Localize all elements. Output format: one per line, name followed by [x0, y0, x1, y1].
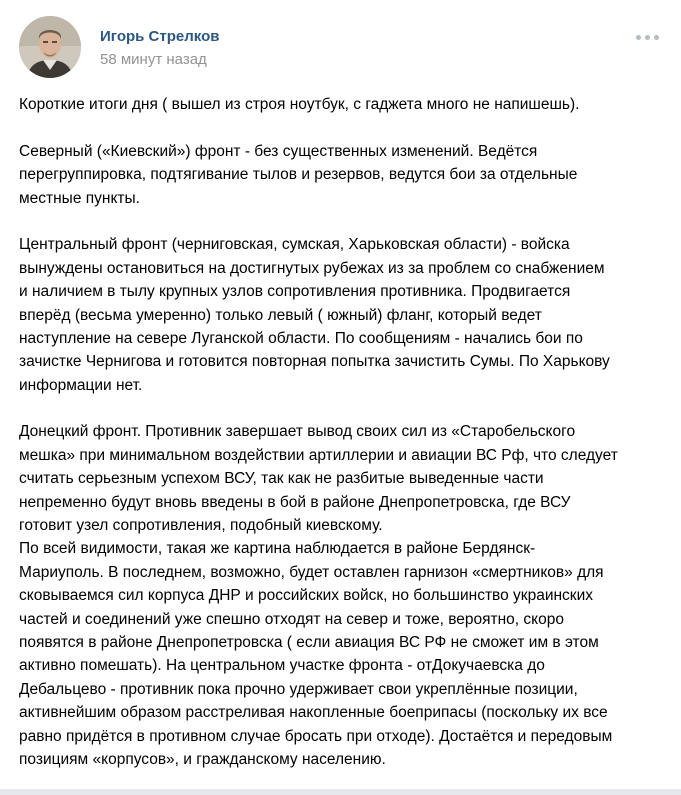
paragraph-gap [19, 210, 664, 233]
post-text-line: По всей видимости, такая же картина наблюдается в районе Бердянск- [19, 540, 536, 558]
dot [645, 35, 650, 40]
post-text-line: активнейшим образом расстреливая накопленные боеприпасы (поскольку их все [19, 704, 608, 722]
post-text-line: позициям «корпусов», и гражданскому населению. [19, 750, 386, 768]
post-text-line: местные пункты. [19, 189, 140, 207]
post-text-line: равно придётся в противном случае бросать при отходе). Достаётся и передовым [19, 727, 613, 745]
post-text-line: Дебальцево - противник пока прочно удерживает свои укреплённые позиции, [19, 680, 578, 698]
post-text-line: зачистке Чернигова и готовится повторная попытка зачистить Сумы. По Харькову [19, 353, 610, 371]
post-text-line: непременно будут вновь введены в бой в районе Днепропетровска, где ВСУ [19, 493, 571, 511]
dot [636, 35, 641, 40]
post-header [19, 16, 661, 80]
post-text-line: и наличием в тылу крупных узлов сопротивления противника. Продвигается [19, 283, 571, 301]
post-text-line: Донецкий фронт. Противник завершает вывод своих сил из «Старобельского [19, 423, 576, 441]
post-text-line: вперёд (весьма умеренно) только левый ( южный) фланг, который ведет [19, 306, 542, 324]
paragraph-gap [19, 397, 664, 420]
post-text-line: наступление на севере Луганской области. По сообщениям - начались бои по [19, 329, 583, 347]
post-text-line: информации нет. [19, 376, 143, 394]
post-text [19, 93, 664, 771]
post-text-line: Центральный фронт (черниговская, сумская, Харьковская области) - войска [19, 236, 570, 254]
post-text-line: Мариуполь. В последнем, возможно, будет оставлен гарнизон «смертников» для [19, 563, 604, 581]
avatar-photo-icon [19, 16, 81, 78]
post-text-line: Короткие итоги дня ( вышел из строя ноутбук, с гаджета много не напишешь). [19, 96, 580, 113]
dot [654, 35, 659, 40]
post-text-line: появятся в районе Днепропетровска ( если авиация ВС РФ не сможет им в этом [19, 633, 599, 651]
avatar[interactable] [19, 16, 81, 78]
post-bottom-divider [0, 789, 681, 795]
post-text-line: частей и соединений уже спешно отходят на север и тоже, вероятно, скоро [19, 610, 564, 628]
post-text-line: мешка» при минимальном воздействии артиллерии и авиации ВС Рф, что следует [19, 446, 618, 464]
post-text-line: считать серьезным успехом ВСУ, так как не разбитые выведенные части [19, 470, 544, 488]
author-name-link[interactable]: Игорь Стрелков [100, 28, 220, 45]
post-text-line: вынуждены остановиться на достигнутых рубежах из за проблем со снабжением [19, 259, 605, 277]
more-dots-icon[interactable] [635, 30, 661, 44]
paragraph-gap [19, 116, 664, 139]
post-text-line: перегруппировка, подтягивание тылов и резервов, ведутся бои за отдельные [19, 166, 578, 184]
post-text-line: сковываемся сил корпуса ДНР и российских войск, но большинство украинских [19, 587, 593, 605]
post-timestamp[interactable]: 58 минут назад [100, 51, 207, 68]
post-text-line: активно помешать). На центральном участке фронта - отДокучаевска до [19, 657, 545, 675]
post-text-line: готовит узел сопротивления, подобный киевскому. [19, 517, 383, 535]
post-text-line: Северный («Киевский») фронт - без существенных изменений. Ведётся [19, 142, 538, 160]
